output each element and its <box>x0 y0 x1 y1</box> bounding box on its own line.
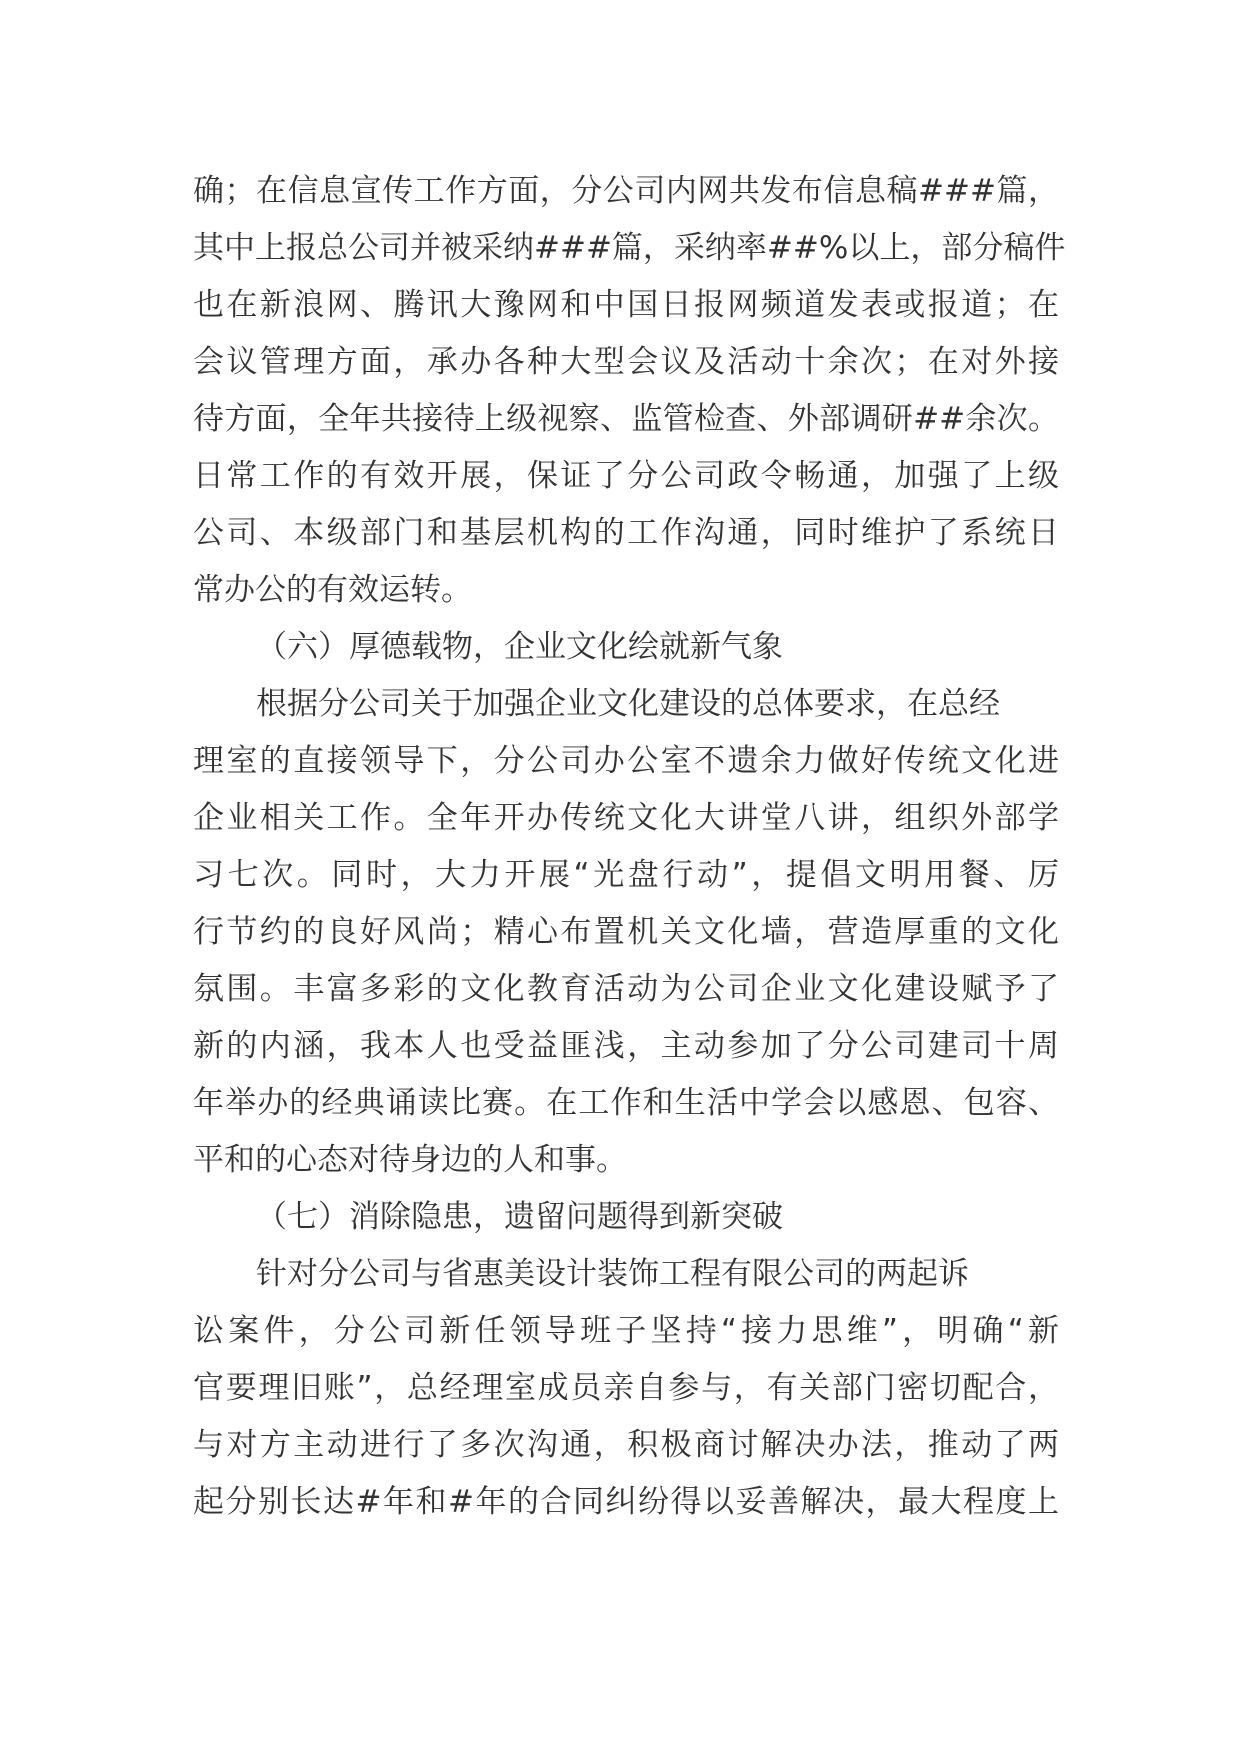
text-line: 与对方主动进行了多次沟通，积极商讨解决办法，推动了两 <box>193 1427 1059 1463</box>
text-line: 氛围。丰富多彩的文化教育活动为公司企业文化建设赋予了 <box>193 971 1059 1007</box>
text-line: 新的内涵，我本人也受益匪浅，主动参加了分公司建司十周 <box>193 1028 1059 1064</box>
text-line: 根据分公司关于加强企业文化建设的总体要求，在总经 <box>256 686 1000 722</box>
text-line: 起分别长达#年和#年的合同纠纷得以妥善解决，最大程度上 <box>193 1484 1059 1520</box>
text-line: 日常工作的有效开展，保证了分公司政令畅通，加强了上级 <box>193 458 1059 494</box>
text-line: 也在新浪网、腾讯大豫网和中国日报网频道发表或报道；在 <box>193 287 1059 323</box>
text-line: 讼案件，分公司新任领导班子坚持“接力思维”，明确“新 <box>193 1313 1059 1349</box>
text-line: 公司、本级部门和基层机构的工作沟通，同时维护了系统日 <box>193 515 1059 551</box>
text-line: 常办公的有效运转。 <box>193 572 472 608</box>
text-line: 习七次。同时，大力开展“光盘行动”，提倡文明用餐、厉 <box>193 857 1059 893</box>
text-line: 行节约的良好风尚；精心布置机关文化墙，营造厚重的文化 <box>193 914 1059 950</box>
text-line: 平和的心态对待身边的人和事。 <box>193 1142 627 1178</box>
text-line: 理室的直接领导下，分公司办公室不遗余力做好传统文化进 <box>193 743 1059 779</box>
text-line: 待方面，全年共接待上级视察、监管检查、外部调研##余次。 <box>193 401 1059 437</box>
text-line: 针对分公司与省惠美设计装饰工程有限公司的两起诉 <box>256 1256 969 1292</box>
section-heading: （七）消除隐患，遗留问题得到新突破 <box>256 1199 783 1235</box>
text-line: 官要理旧账”，总经理室成员亲自参与，有关部门密切配合， <box>193 1370 1059 1406</box>
text-line: 确；在信息宣传工作方面，分公司内网共发布信息稿###篇， <box>193 173 1059 209</box>
text-line: 年举办的经典诵读比赛。在工作和生活中学会以感恩、包容、 <box>193 1085 1059 1121</box>
text-line: 会议管理方面，承办各种大型会议及活动十余次；在对外接 <box>193 344 1059 380</box>
text-line: 企业相关工作。全年开办传统文化大讲堂八讲，组织外部学 <box>193 800 1059 836</box>
section-heading: （六）厚德载物，企业文化绘就新气象 <box>256 629 783 665</box>
text-line: 其中上报总公司并被采纳###篇，采纳率##%以上，部分稿件 <box>193 230 1066 266</box>
